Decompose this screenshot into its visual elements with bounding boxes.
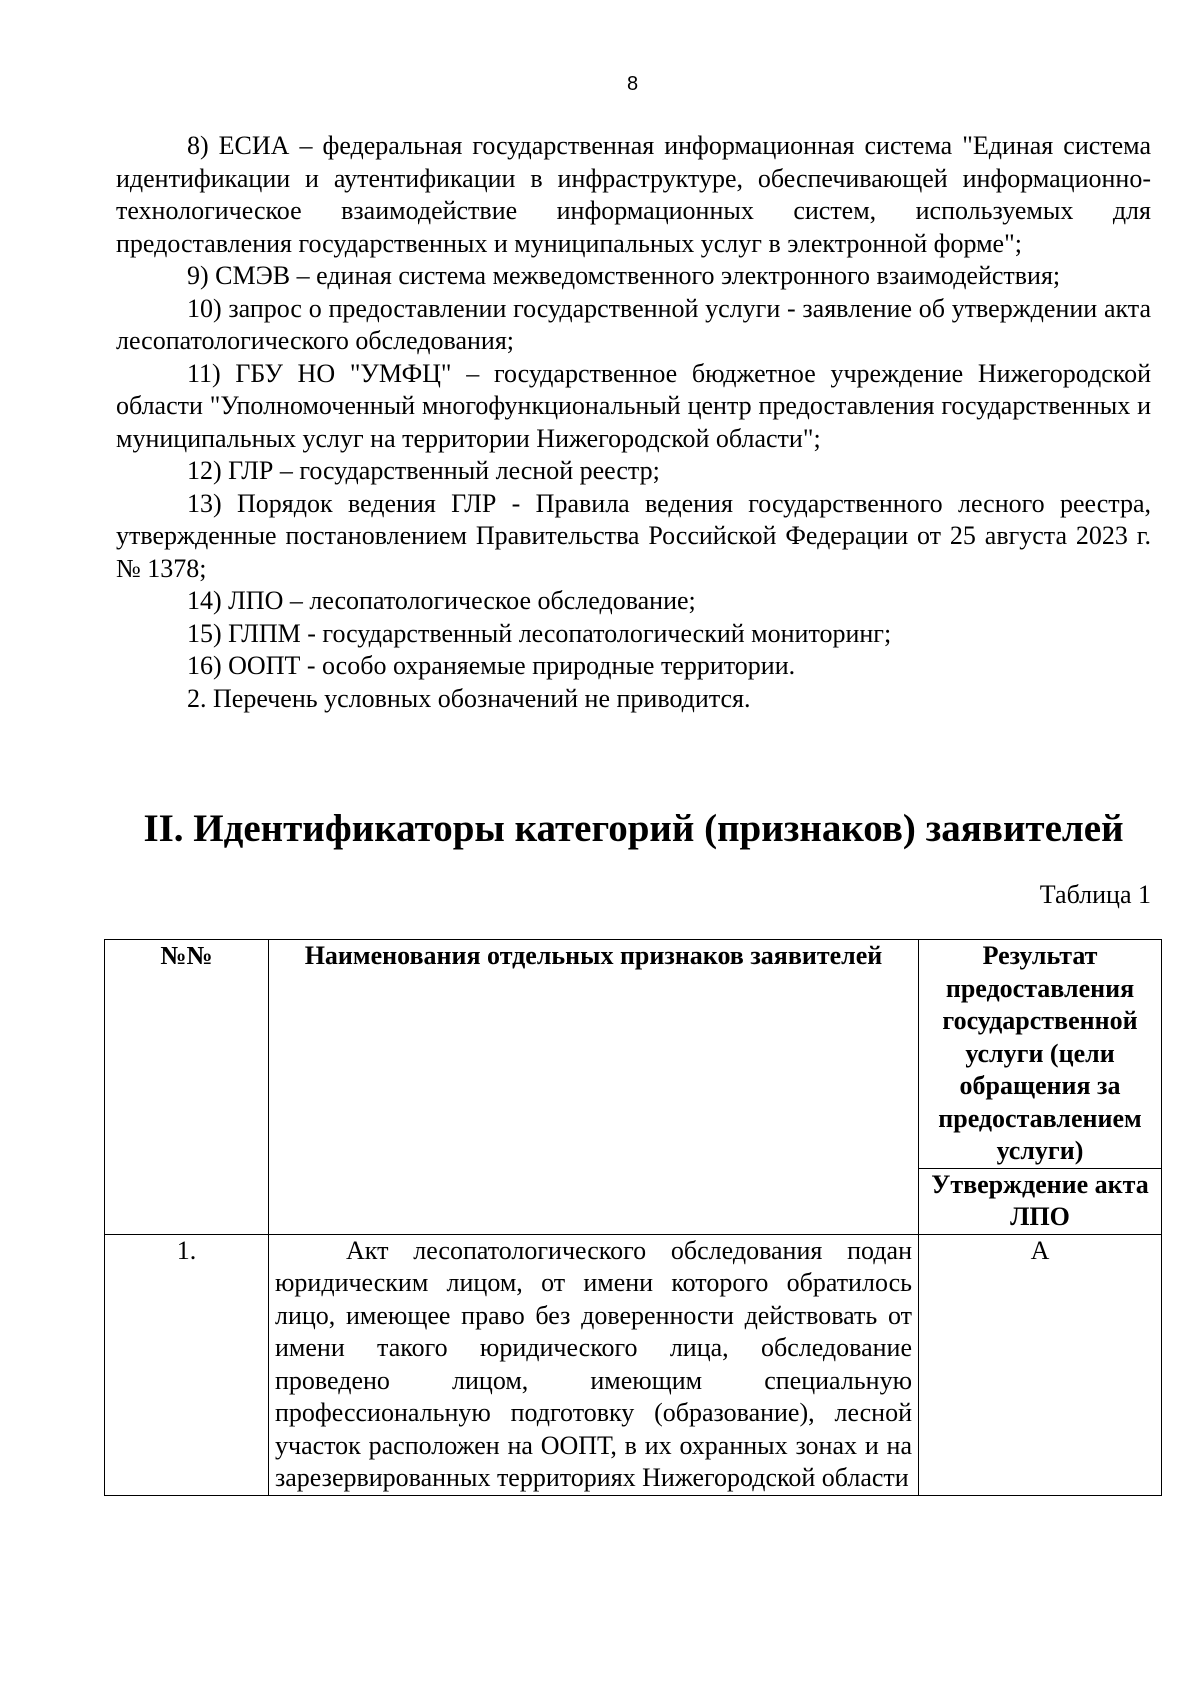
paragraph: 11) ГБУ НО "УМФЦ" – государственное бюджетное учреждение Нижегородской области "Уполномоченный многофункциональный центр предоставления государственных и муниципальных услуг на территории Нижегородской области";	[116, 358, 1151, 453]
header-result: Результат предоставления государственной услуги (цели обращения за предоставлением услуги)	[919, 940, 1162, 1169]
row-description: Акт лесопатологического обследования подан юридическим лицом, от имени которого обратилось лицо, имеющее право без доверенности действовать от имени такого юридического лица, обследование проведено лицом, имеющим специальную профессиональную подготовку (образование), лесной участок расположен на ООПТ, в их охранных зонах и на зарезервированных территориях Нижегородской области	[269, 1234, 919, 1495]
paragraph: 2. Перечень условных обозначений не приводится.	[187, 683, 751, 713]
paragraph: 9) СМЭВ – единая система межведомственного электронного взаимодействия;	[187, 261, 1061, 290]
section-heading: II. Идентификаторы категорий (признаков) заявителей	[143, 807, 1124, 850]
paragraph: 12) ГЛР – государственный лесной реестр;	[187, 456, 660, 485]
paragraph: 15) ГЛПМ - государственный лесопатологический мониторинг;	[187, 618, 892, 648]
paragraph: 8) ЕСИА – федеральная государственная информационная система "Единая система идентификации и аутентификации в инфраструктуре, обеспечивающей информационно-технологическое взаимодействие информационных систем, используемых для предоставления государственных и муниципальных услуг в электронной форме";	[116, 131, 1151, 258]
paragraph: 16) ООПТ - особо охраняемые природные территории.	[187, 651, 796, 680]
row-number: 1.	[105, 1234, 269, 1495]
page-number: 8	[626, 73, 639, 95]
row-code: А	[919, 1234, 1162, 1495]
paragraph: 10) запрос о предоставлении государственной услуги - заявление об утверждении акта лесопатологического обследования;	[116, 293, 1151, 355]
paragraph: 14) ЛПО – лесопатологическое обследование;	[187, 586, 696, 615]
subheader-result: Утверждение акта ЛПО	[919, 1168, 1162, 1234]
table-row	[105, 1234, 1162, 1495]
definitions-list	[116, 130, 1151, 715]
table-header-row	[105, 940, 1162, 1169]
header-name: Наименования отдельных признаков заявителей	[269, 940, 919, 1235]
header-number: №№	[105, 940, 269, 1235]
paragraph: 13) Порядок ведения ГЛР - Правила ведения государственного лесного реестра, утвержденные постановлением Правительства Российской Федерации от 25 августа 2023 г. № 1378;	[116, 488, 1151, 583]
table-label: Таблица 1	[1039, 880, 1151, 909]
applicant-categories-table	[104, 939, 1162, 1496]
